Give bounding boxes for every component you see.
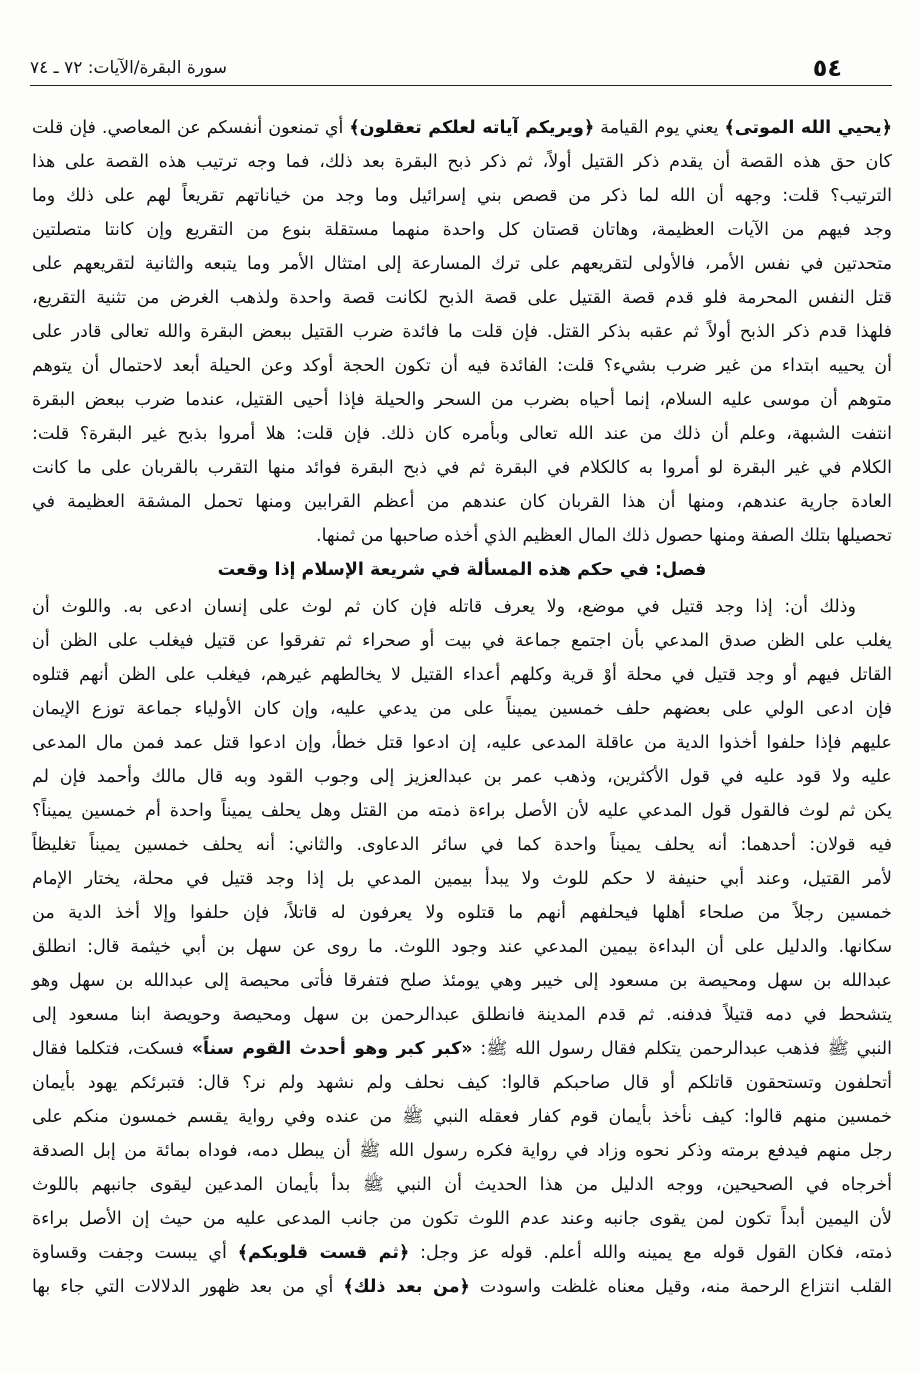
body-text [32,111,892,1304]
text-line [32,726,892,760]
text-line [32,930,892,964]
text-line [32,1100,892,1134]
text-line-content [32,322,892,342]
text-segment: كان حق هذه القصة أن يقدم ذكر القتيل أولاً، ثم ذكر ذبح البقرة بعد ذلك، فما وجه ترتيب هذه القصة على هذا [32,152,892,172]
text-line-content [32,631,892,651]
text-segment: أن يحييه ابتداء من غير ضرب بشيء؟ قلت: الفائدة فيه أن تكون الحجة أوكد وعن الحيلة أبعد لاحتمال أن يتوهم [32,356,892,376]
emphasized-quote: ﴿ويريكم آياته لعلكم تعقلون﴾ [349,118,595,138]
text-segment: خمسين منهم قالوا: كيف نأخذ بأيمان قوم كفار فعقله النبي ﷺ من عنده وفي رواية يقسم خمسون منكم على [32,1107,892,1127]
text-line [32,213,892,247]
text-segment: انتفت الشبهة، وعلم أن ذلك من عند الله تعالى وبأمره كان ذلك. فإن قلت: هلا أمروا بذبح غير البقرة؟ قلت: [32,424,892,444]
text-line [32,624,892,658]
text-line [32,862,892,896]
text-segment: العادة جارية عندهم، ومنها أن هذا القربان كان عندهم من أعظم القرابين ومنها تحمل المشقة العظيمة في [32,492,892,512]
text-line-content [32,356,892,376]
text-line [32,998,892,1032]
text-segment: يتشحط في دمه قتيلاً فدفنه. ثم قدم المدينة فانطلق عبدالرحمن بن سهل ومحيصة وحويصة ابنا مسعود إلى [32,1005,892,1025]
text-line-content [32,1209,892,1229]
paragraph-2 [32,590,892,1304]
text-line [32,658,892,692]
text-line [32,247,892,281]
text-line-content [32,1039,892,1059]
emphasized-quote: ﴿يحيي الله الموتى﴾ [724,118,892,138]
text-line-content [32,699,892,719]
text-line-content [32,1141,892,1161]
text-line-content [32,597,856,617]
text-line [32,1134,892,1168]
text-line [32,1202,892,1236]
text-segment: وذلك أن: إذا وجد قتيل في موضع، ولا يعرف قاتله فإن كان ثم لوث على إنسان ادعى به. واللوث أن [32,597,856,617]
text-segment: خمسين رجلاً من صلحاء أهلها فيحلفهم أنهم ما قتلوه ولا يعرفون له قاتلاً، فإن حلفوا وإلا أخذ الدية من [32,903,892,923]
text-segment: ذمته، فكان القول قوله مع يمينه والله أعلم. قوله عز وجل: [409,1243,893,1263]
text-line [32,519,892,553]
text-line-content [32,220,892,240]
text-line-content [32,390,892,410]
text-segment: يغلب على الظن صدق المدعي بأن اجتمع جماعة في بيت أو صحراء ثم تفرقوا عن قتيل فيغلب على الظن أن [32,631,892,651]
text-segment: أتحلفون وتستحقون قاتلكم أو قال صاحبكم قالوا: كيف نحلف ولم نشهد ولم نر؟ قال: فتبرئكم يهود بأيمان [32,1073,892,1093]
text-segment: القاتل فيهم أو وجد قتيل في محلة أوْ قرية وكلهم أعداء القتيل لا يخالطهم غيرهم، فيغلب على الظن أنهم قتلوه [32,665,892,685]
text-segment: عليه ولا قود عليه في قول الأكثرين، وذهب عمر بن عبدالعزيز إلى وجوب القود وبه قال مالك وأحمد فإن لم [32,767,892,787]
text-line [32,315,892,349]
text-line [32,828,892,862]
text-line-content [32,254,892,274]
text-segment: فسكت، فتكلما فقال [32,1039,192,1059]
text-line-content [32,1107,892,1127]
text-line-content [32,835,892,855]
text-line [32,383,892,417]
text-line-content [32,1175,892,1195]
text-line [32,964,892,998]
text-segment: أخرجاه في الصحيحين، ووجه الدليل من هذا الحديث أن النبي ﷺ بدأ بأيمان المدعين ليقوى جانبهم باللوث [32,1175,892,1195]
text-line [32,349,892,383]
text-line-content [32,492,892,512]
text-segment: أي من بعد ظهور الدلالات التي جاء بها [32,1277,344,1297]
text-segment: النبي ﷺ فذهب عبدالرحمن يتكلم فقال رسول الله ﷺ: [472,1039,892,1059]
text-line [32,145,892,179]
text-segment: فلهذا قدم ذكر الذبح أولاً ثم عقبه بذكر القتل. فإن قلت ما فائدة ضرب القتيل ببعض البقرة والله تعالى قادر على [32,322,892,342]
text-line [32,760,892,794]
text-line-content [32,1073,892,1093]
section-heading: فصل: في حكم هذه المسألة في شريعة الإسلام إذا وقعت [217,560,707,580]
emphasized-quote: «كبر كبر وهو أحدث القوم سناً» [191,1039,473,1059]
emphasized-quote: ﴿ثم قست قلوبكم﴾ [237,1243,410,1263]
text-segment: يكن ثم لوث فالقول قول المدعي عليه لأن الأصل براءة ذمته من القتل وهل يحلف يميناً واحدة أم خمسين يميناً؟ [32,801,892,821]
text-segment: متحدتين في نفس الأمر، فالأولى لتقريعهم على ترك المسارعة إلى امتثال الأمر وما يتبعه والثانية لتقريعهم على [32,254,892,274]
text-line [32,590,892,624]
paragraph-1 [32,111,892,553]
page-number: ٥٤ [812,53,842,82]
text-segment: عبدالله بن سهل ومحيصة بن مسعود إلى خيبر وهي يومئذ صلح فتفرقا فأتى محيصة إلى عبدالله بن سهل وهو [32,971,892,991]
text-line-content [32,801,892,821]
running-title: سورة البقرة/الآيات: ٧٢ ـ ٧٤ [30,57,227,78]
text-line-content [32,869,892,889]
text-line-content [32,186,892,206]
text-segment: الترتيب؟ قلت: وجهه أن الله لما ذكر من قصص بني إسرائيل وما وجد من خياناتهم تقريعاً لهم على ذلك وما [32,186,892,206]
text-line [32,794,892,828]
text-line-content [32,424,892,444]
text-line-content [32,665,892,685]
text-segment: أي يبست وجفت وقساوة [32,1243,238,1263]
text-line-content [32,767,892,787]
text-segment: فيه قولان: أحدهما: أنه يحلف يميناً واحدة كما في سائر الدعاوى. والثاني: أنه يحلف خمسين يميناً تغليظاً [32,835,892,855]
text-line [32,179,892,213]
text-line-content [32,288,892,308]
text-segment: فإن ادعى الولي على بعضهم حلف خمسين يميناً على من يدعي عليه، وإن كان الأولياء جماعة توزع الإيمان [32,699,892,719]
text-segment: يعني يوم القيامة [594,118,725,138]
text-line-content [32,903,892,923]
text-line-content [32,458,892,478]
text-line [32,1168,892,1202]
text-line [32,1236,892,1270]
text-line-content [32,1243,892,1263]
text-line-content [32,1005,892,1025]
text-line-content [32,971,892,991]
text-segment: وجد فيهم من الآيات العظيمة، وهاتان قصتان كل واحدة منهما مستقلة بنوع من التقريع وإن كانتا متصلتين [32,220,892,240]
text-segment: رجل منهم فيدفع برمته وذكر نحوه وزاد في رواية فكره رسول الله ﷺ أن يبطل دمه، فوداه بمائة من إبل الصدقة [32,1141,892,1161]
text-segment: الكلام في غير البقرة لو أمروا به كالكلام في البقرة ثم في ذبح البقرة فوائد منها التقرب بالقربان على ما كانت [32,458,892,478]
text-segment: القلب انتزاع الرحمة منه، وقيل معناه غلظت واسودت [469,1277,892,1297]
text-segment: لأن اليمين أبداً تكون لمن يقوى جانبه وعند عدم اللوث تكون من جانب المدعى عليه من حيث إن الأصل براءة [32,1209,892,1229]
text-line [32,451,892,485]
text-segment: قتل النفس المحرمة فلو قدم قصة القتيل على قصة الذبح لكانت قصة واحدة ولذهب الغرض من تثنية التقريع، [32,288,892,308]
text-line [32,281,892,315]
text-segment: لأمر القتيل، وعند أبي حنيفة لا حكم للوث ولا يبدأ بيمين المدعي بل إذا وجد قتيل في محلة، يختار الإمام [32,869,892,889]
text-line [32,1270,892,1304]
page-header [30,50,892,86]
text-line [32,692,892,726]
text-segment: تحصيلها بتلك الصفة ومنها حصول ذلك المال العظيم الذي أخذه صاحبها من ثمنها. [316,526,892,546]
text-line [32,417,892,451]
text-line [32,1032,892,1066]
text-segment: متوهم أن موسى عليه السلام، إنما أحياه بضرب من السحر والحيلة فإذا أحيى القتيل، عندما ضرب ببعض البقرة [32,390,892,410]
text-line-content [32,1277,892,1297]
text-segment: أي تمنعون أنفسكم عن المعاصي. فإن قلت [32,118,350,138]
emphasized-quote: ﴿من بعد ذلك﴾ [343,1277,470,1297]
text-line [32,896,892,930]
text-line-content [316,526,892,546]
text-line [32,111,892,145]
text-line [32,1066,892,1100]
text-line-content [32,152,892,172]
text-segment: سكانها. والدليل على أن البداءة بيمين المدعي عند وجود اللوث. ما روى عن سهل بن أبي خيثمة قال: انطلق [32,937,892,957]
text-line-content [32,937,892,957]
text-line-content [32,118,892,138]
text-line [32,485,892,519]
text-segment: عليهم فإذا حلفوا أخذوا الدية من عاقلة المدعى عليه، إن ادعوا قتل خطأ، وإن ادعوا قتل عمد فمن مال المدعى [32,733,892,753]
text-line-content [32,733,892,753]
